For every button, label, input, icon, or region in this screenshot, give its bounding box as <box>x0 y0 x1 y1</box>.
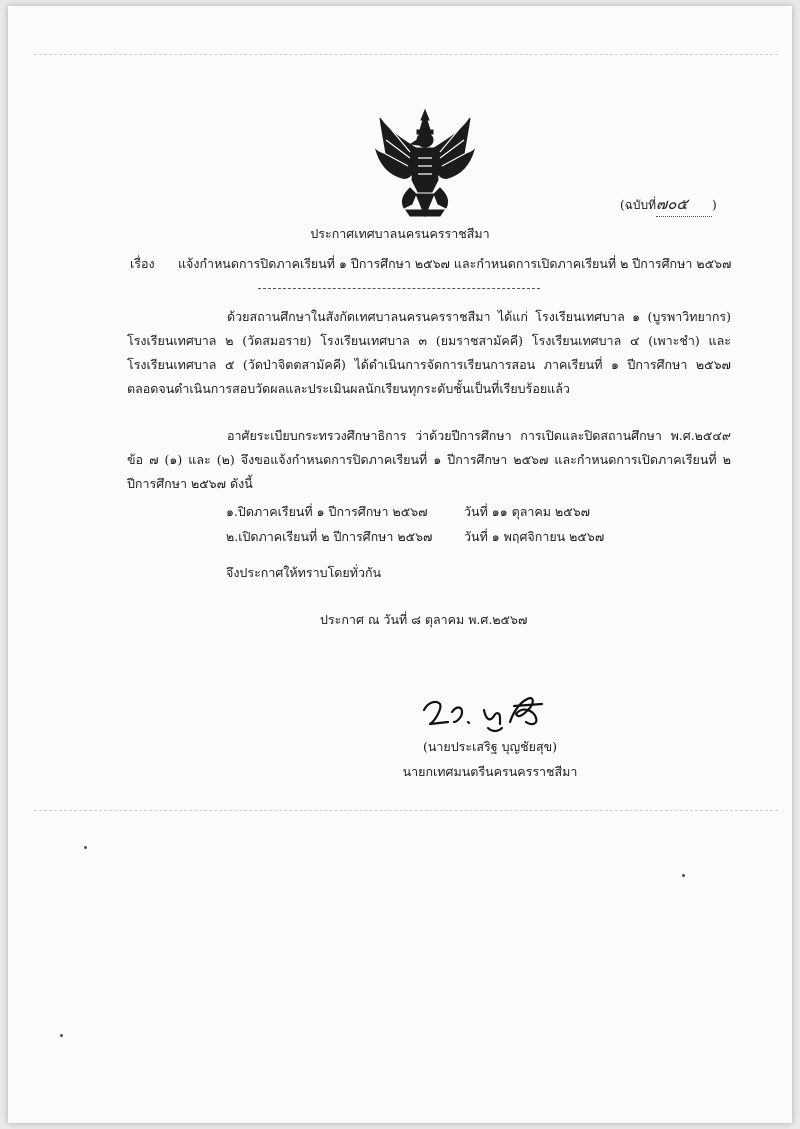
signatory-name: (นายประเสริฐ บุญชัยสุข) <box>422 739 558 754</box>
text-span: ภาคเรียนที่ <box>543 357 603 372</box>
text-span: ปีการศึกษา ๒๕๖๗ ดังนี้ <box>127 476 253 491</box>
text-span: ๗ <box>149 452 159 467</box>
text-span: ข้อ <box>127 452 144 467</box>
text-span: ได้ดำเนินการจัดการเรียนการสอน <box>354 357 536 372</box>
text-span: (บูรพาวิทยากร) <box>647 309 731 324</box>
paragraph-2-line <box>127 424 731 448</box>
text-span: ได้แก่ <box>497 309 528 324</box>
speck <box>60 1034 63 1037</box>
paragraph-2 <box>127 424 731 496</box>
separator-rule <box>258 288 540 289</box>
text-span: โรงเรียนเทศบาล <box>127 333 217 348</box>
text-span: และ <box>188 452 211 467</box>
text-span: และ <box>708 333 731 348</box>
text-span: ตลอดจนดำเนินการสอบวัดผลและประเมินผลนักเรียนทุกระดับชั้นเป็นที่เรียบร้อยแล้ว <box>127 381 570 396</box>
text-span: ว่าด้วยปีการศึกษา <box>415 428 512 443</box>
text-span: (๒) <box>216 452 235 467</box>
text-span: ปีการศึกษา <box>447 452 508 467</box>
fold-line <box>34 54 778 55</box>
subject-text: แจ้งกำหนดการปิดภาคเรียนที่ ๑ ปีการศึกษา ๒๕๖๗ และกำหนดการเปิดภาคเรียนที่ ๒ ปีการศึกษา ๒๕๖๗ <box>178 256 732 271</box>
text-span: (วัดป่าจิตตสามัคคี) <box>242 357 346 372</box>
issue-number-suffix: ) <box>712 198 717 212</box>
text-span: โรงเรียนเทศบาล <box>127 357 217 372</box>
speck <box>84 846 87 849</box>
schedule-date: วันที่ ๑๑ ตุลาคม ๒๕๖๗ <box>464 504 591 519</box>
text-span: ปีการศึกษา <box>627 357 688 372</box>
text-span: ๔ <box>630 333 640 348</box>
text-span: (เพาะชำ) <box>648 333 700 348</box>
paragraph-1 <box>127 305 731 401</box>
text-span: ๑ <box>610 357 619 372</box>
issue-number <box>620 192 717 217</box>
text-span: โรงเรียนเทศบาล <box>531 333 622 348</box>
speck <box>682 874 685 877</box>
text-span: ๒ <box>225 333 234 348</box>
text-span: ๕ <box>224 357 235 372</box>
text-span: (ยมราชสามัคคี) <box>435 333 524 348</box>
text-span: ด้วยสถานศึกษาในสังกัดเทศบาลนครนครราชสีมา <box>227 309 491 324</box>
text-span: ๓ <box>418 333 428 348</box>
paragraph-1-line <box>127 377 731 401</box>
signatory-title: นายกเทศมนตรีนครนครราชสีมา <box>402 764 578 779</box>
text-span: ๒๕๖๗ <box>695 357 731 372</box>
schedule-item: ๒.เปิดภาคเรียนที่ ๒ ปีการศึกษา ๒๕๖๗ <box>226 529 433 544</box>
schedule-item: ๑.ปิดภาคเรียนที่ ๑ ปีการศึกษา ๒๕๖๗ <box>226 504 428 519</box>
text-span: พ.ศ.๒๕๔๙ <box>670 428 731 443</box>
issue-number-value: ๗๐๕ <box>656 192 712 217</box>
paragraph-1-line <box>127 353 731 377</box>
text-span: ๑ <box>433 452 442 467</box>
issue-number-prefix: (ฉบับที่ <box>620 198 656 212</box>
subject-label: เรื่อง <box>130 256 155 271</box>
garuda-emblem-icon <box>370 108 480 220</box>
text-span: (๑) <box>164 452 183 467</box>
text-span: การเปิดและปิดสถานศึกษา <box>520 428 662 443</box>
fold-line <box>34 810 778 811</box>
text-span: จึงขอแจ้งกำหนดการปิดภาคเรียนที่ <box>240 452 428 467</box>
text-span: และกำหนดการเปิดภาคเรียนที่ <box>554 452 717 467</box>
text-span: อาศัยระเบียบกระทรวงศึกษาธิการ <box>227 428 407 443</box>
closing-statement: จึงประกาศให้ทราบโดยทั่วกัน <box>226 565 382 580</box>
text-span: โรงเรียนเทศบาล <box>535 309 625 324</box>
announce-date: ประกาศ ณ วันที่ ๘ ตุลาคม พ.ศ.๒๕๖๗ <box>320 612 528 627</box>
announcement-heading: ประกาศเทศบาลนครนครราชสีมา <box>310 226 490 241</box>
text-span: ๒ <box>722 452 731 467</box>
text-span: ๑ <box>632 309 641 324</box>
handwritten-signature-icon <box>418 692 558 736</box>
text-span: ๒๕๖๗ <box>513 452 549 467</box>
schedule-date: วันที่ ๑ พฤศจิกายน ๒๕๖๗ <box>464 529 605 544</box>
paragraph-2-line <box>127 472 731 496</box>
text-span: (วัดสมอราย) <box>242 333 312 348</box>
paragraph-1-line <box>127 305 731 329</box>
text-span: โรงเรียนเทศบาล <box>320 333 410 348</box>
paragraph-1-line <box>127 329 731 353</box>
paragraph-2-line <box>127 448 731 472</box>
